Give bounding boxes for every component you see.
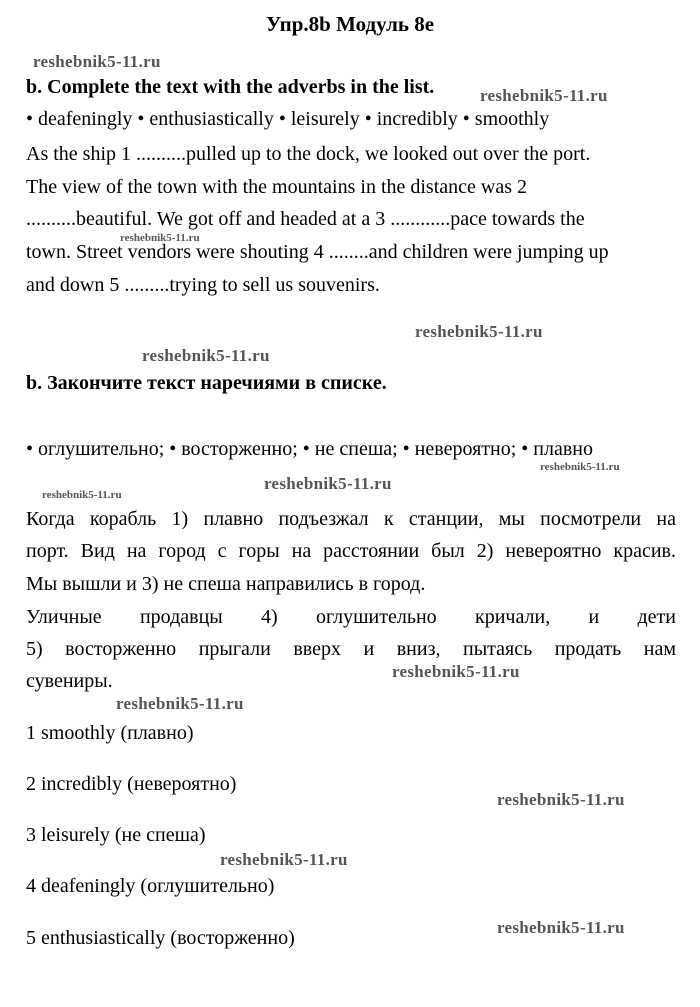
english-line-5: and down 5 .........trying to sell us souvenirs. [26, 274, 380, 296]
russian-line-2: порт. Вид на город с горы на расстоянии был 2) невероятно красив. [26, 540, 676, 562]
english-line-3: ..........beautiful. We got off and headed at a 3 ............pace towards the [26, 208, 585, 230]
english-line-4: town. Street vendors were shouting 4 ........and children were jumping up [26, 241, 609, 263]
watermark: reshebnik5-11.ru [392, 662, 520, 681]
watermark: reshebnik5-11.ru [480, 86, 608, 105]
russian-heading: b. Закончите текст наречиями в списке. [26, 372, 387, 394]
english-heading: b. Complete the text with the adverbs in the list. [26, 76, 435, 98]
russian-line-3: Мы вышли и 3) не спеша направились в город. [26, 573, 426, 595]
answer-5: 5 enthusiastically (восторженно) [26, 927, 295, 949]
watermark: reshebnik5-11.ru [497, 790, 625, 809]
watermark: reshebnik5-11.ru [220, 850, 348, 869]
page-title: Упр.8b Модуль 8e [265, 12, 435, 36]
answer-2: 2 incredibly (невероятно) [26, 773, 237, 795]
watermark: reshebnik5-11.ru [33, 52, 161, 71]
english-word-list: • deafeningly • enthusiastically • leisurely • incredibly • smoothly [26, 108, 550, 130]
answer-4: 4 deafeningly (оглушительно) [26, 875, 275, 897]
russian-line-4: Уличные продавцы 4) оглушительно кричали, и дети [26, 606, 676, 628]
answer-1: 1 smoothly (плавно) [26, 722, 194, 744]
russian-line-6: сувениры. [26, 670, 113, 692]
english-line-1: As the ship 1 ..........pulled up to the dock, we looked out over the port. [26, 143, 591, 165]
watermark: reshebnik5-11.ru [415, 322, 543, 341]
watermark: reshebnik5-11.ru [264, 474, 392, 493]
watermark: reshebnik5-11.ru [497, 918, 625, 937]
watermark: reshebnik5-11.ru [42, 489, 122, 501]
watermark: reshebnik5-11.ru [540, 461, 620, 473]
english-line-2: The view of the town with the mountains in the distance was 2 [26, 176, 528, 198]
watermark: reshebnik5-11.ru [116, 694, 244, 713]
answer-3: 3 leisurely (не спеша) [26, 824, 206, 846]
russian-line-5: 5) восторженно прыгали вверх и вниз, пытаясь продать нам [26, 638, 676, 660]
watermark: reshebnik5-11.ru [142, 346, 270, 365]
watermark: reshebnik5-11.ru [120, 232, 200, 244]
russian-word-list: • оглушительно; • восторженно; • не спеша; • невероятно; • плавно [26, 438, 593, 460]
russian-line-1: Когда корабль 1) плавно подъезжал к станции, мы посмотрели на [26, 508, 676, 530]
